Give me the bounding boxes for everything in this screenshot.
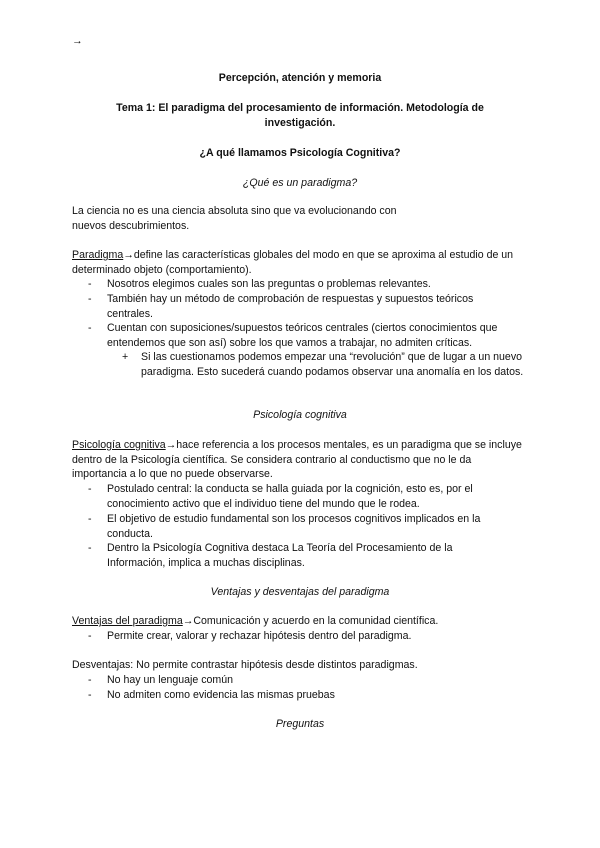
paradigm-definition — [72, 248, 528, 277]
sub-list-item-text: Si las cuestionamos podemos empezar una “revolución” que de lugar a un nuevo paradigma. Esto sucederá cuando podamos observar una anomalía en los datos. — [141, 351, 524, 378]
subheading-advantages: Ventajas y desventajas del paradigma — [210, 586, 390, 598]
list-item-text: No hay un lenguaje común — [107, 674, 234, 686]
bullet-plus: + — [122, 351, 129, 363]
advantages-term: Ventajas del paradigma — [72, 615, 183, 627]
bullet-dash: - — [88, 483, 92, 495]
list-item-text: Permite crear, valorar y rechazar hipótesis dentro del paradigma. — [107, 630, 412, 642]
bullet-dash: - — [88, 322, 92, 334]
arrow-mark: → — [72, 35, 83, 47]
disadvantages-term: Desventajas — [72, 659, 131, 671]
list-item-text: Cuentan con suposiciones/supuestos teóricos centrales (ciertos conocimientos que entendemos que son así) sobre los que vamos a trabajar, no admiten críticas. — [107, 322, 498, 349]
bullet-dash: - — [88, 513, 92, 525]
cognitive-term: Psicología cognitiva — [72, 439, 166, 451]
topic-title: Tema 1: El paradigma del procesamiento de información. Metodología de investigación. — [116, 102, 484, 129]
list-item-text: Nosotros elegimos cuales son las preguntas o problemas relevantes. — [107, 278, 431, 290]
question-heading: ¿A qué llamamos Psicología Cognitiva? — [199, 147, 401, 159]
paradigm-arrow: → — [123, 249, 134, 261]
disadvantages-definition — [72, 658, 528, 673]
advantages-text: Comunicación y acuerdo en la comunidad científica. — [193, 615, 439, 627]
advantages-arrow: → — [182, 615, 194, 627]
bullet-dash: - — [88, 674, 92, 686]
list-item-text: No admiten como evidencia las mismas pruebas — [107, 689, 335, 701]
list-item-text: El objetivo de estudio fundamental son los procesos cognitivos implicados en la conducta. — [107, 513, 481, 540]
list-item-text: También hay un método de comprobación de respuestas y supuestos teóricos centrales. — [107, 293, 474, 320]
cognitive-arrow: → — [165, 439, 177, 451]
bullet-dash: - — [88, 630, 92, 642]
advantages-definition — [72, 614, 528, 629]
cognitive-text: hace referencia a los procesos mentales, es un paradigma que se incluye dentro de la Psicología científica. Se considera contrario al conductismo que no le da importancia a lo que no puede observarse. — [72, 439, 522, 481]
paradigm-term: Paradigma — [72, 249, 124, 261]
bullet-dash: - — [88, 542, 92, 554]
intro-paragraph: La ciencia no es una ciencia absoluta sino que va evolucionando con nuevos descubrimientos. — [72, 205, 397, 232]
course-title: Percepción, atención y memoria — [218, 72, 382, 84]
cognitive-definition — [72, 438, 528, 482]
bullet-dash: - — [88, 278, 92, 290]
list-item-text: Postulado central: la conducta se halla guiada por la cognición, esto es, por el conocimiento activo que el individuo tiene del mundo que le rodea. — [107, 483, 473, 510]
subheading-paradigm: ¿Qué es un paradigma? — [242, 177, 358, 189]
bullet-dash: - — [88, 293, 92, 305]
disadvantages-text: : No permite contrastar hipótesis desde distintos paradigmas. — [130, 659, 418, 671]
paradigm-text: define las características globales del modo en que se aproxima al estudio de un determinado objeto (comportamiento). — [72, 249, 514, 276]
list-item-text: Dentro la Psicología Cognitiva destaca La Teoría del Procesamiento de la Información, implica a muchas disciplinas. — [107, 542, 453, 569]
bullet-dash: - — [88, 689, 92, 701]
subheading-questions: Preguntas — [275, 718, 325, 730]
subheading-cognitive: Psicología cognitiva — [253, 409, 347, 421]
